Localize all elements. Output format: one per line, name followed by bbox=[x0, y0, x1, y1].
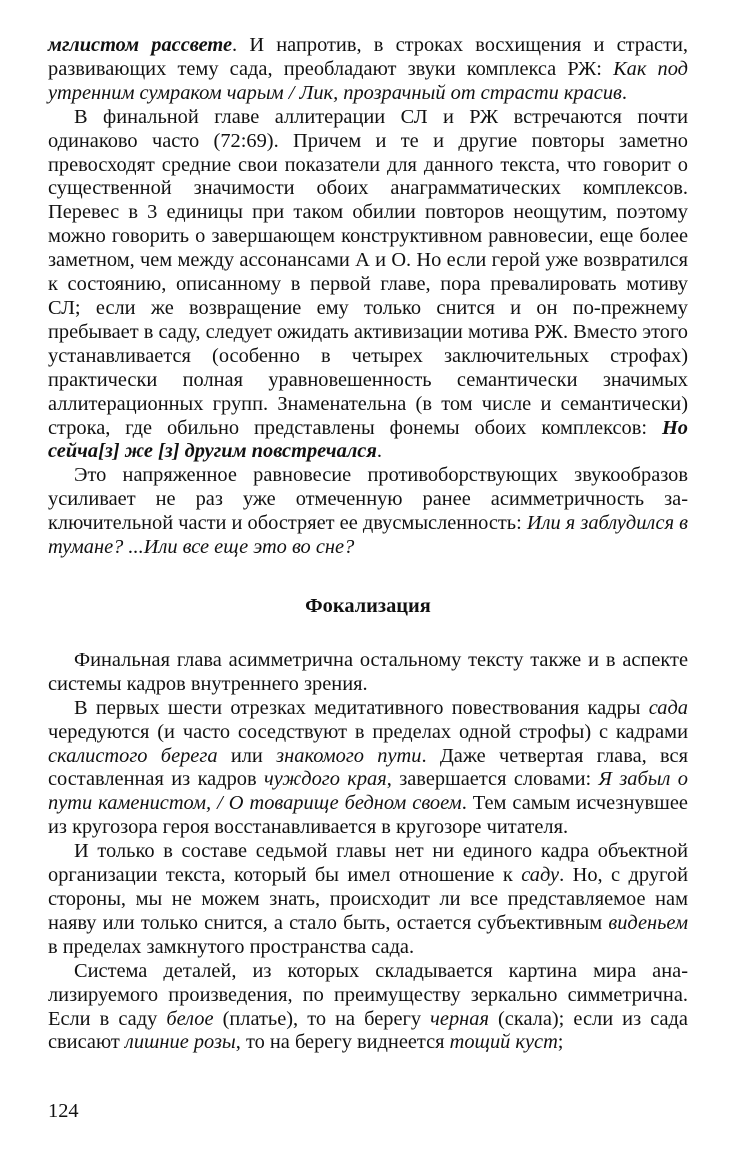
text-run: Финальная глава асимметрична остальному тексту также и в аспекте системы кадров внутреннего зрения. bbox=[48, 648, 688, 695]
paragraph bbox=[48, 106, 688, 465]
text-block-before-heading bbox=[48, 34, 688, 560]
emphasis-text: белое bbox=[166, 1007, 214, 1030]
text-run: . bbox=[376, 440, 382, 463]
page-body bbox=[48, 34, 688, 1055]
text-run: И только в составе седьмой главы нет ни единого кадра объектной организации текста, который бы имел отношение к bbox=[48, 840, 688, 887]
emphasis-text: лишние розы bbox=[124, 1031, 236, 1054]
paragraph bbox=[48, 464, 688, 560]
text-run: Система деталей, из которых складывается картина мира анализируемого произведения, по преимуществу зеркально симметрична. Если в саду bbox=[48, 959, 688, 1030]
emphasis-text: знакомого пути bbox=[276, 744, 422, 767]
emphasis-text: м / Лик, про bbox=[270, 81, 374, 104]
emphasis-text: Я забыл о пути каменистом, / О товарище бедном своем bbox=[48, 768, 689, 815]
emphasis-text: виденьем bbox=[608, 911, 688, 934]
text-run: . bbox=[621, 81, 628, 104]
emphasis-text: ы bbox=[256, 81, 271, 104]
emphasis-text: тощий куст bbox=[449, 1031, 558, 1054]
emphasis-text: Как под утренним сумраком bbox=[48, 57, 688, 104]
emphasis-text: Но сейча[з] же [з] другим повстречался bbox=[48, 416, 688, 463]
section-heading: Фокализация bbox=[305, 594, 431, 617]
text-run: . И напротив, в строках восхищения и страсти, развивающих тему сада, преобладают звуки комплекса РЖ: bbox=[48, 34, 689, 80]
text-run: В финальной главе аллитерации СЛ и РЖ встречаются почти одинаково часто (72:69). Причем и те и другие повторы заметно превосходят средние свои показатели для данного текста, что говорит о существенной значимости обоих анаграмматических комплексов. Перевес в 3 единицы при таком обилии повторов неощутим, поэтому можно говорить о завершающем конструктивном равновесии, еще более заметном, чем между ассонансами А и О. Но если герой уже возвратился к состоянию, описанному в первой главе, пора превалировать мотиву СЛ; если же возвращение ему только снится и он по-прежнему пребывает в саду, следует ожидать активизации мотива РЖ. Вместо этого устанавливается (особенно в четырех заключительных строфах) практически полная уравновешенность семантически значимых аллитерационных групп. Знаменательна (в том числе и семантически) строка, где обильно представлены фонемы обоих комплексов: bbox=[48, 105, 688, 439]
text-run: Это напряженное равновесие противоборствующих звукообразов усиливает не раз уже отмеченную ранее асимметричность заключительной части и обостряет ее двусмысленность: bbox=[48, 464, 688, 535]
paragraph bbox=[48, 649, 688, 697]
emphasis-text: чар bbox=[226, 81, 257, 104]
emphasis-text: ачный от страсти красив bbox=[391, 81, 622, 104]
text-run: . Даже четвертая глава, вся составленная из кадров bbox=[48, 744, 688, 791]
emphasis-text: сада bbox=[648, 696, 688, 719]
text-run: В первых шести отрезках медитативного повествования кадры bbox=[74, 696, 649, 719]
text-run: ; bbox=[557, 1031, 564, 1054]
text-run: чередуются (и часто соседствуют в пределах одной строфы) с кадрами bbox=[48, 720, 688, 743]
emphasis-text: Или я заблудился в тумане? ...Или все еще это во сне? bbox=[48, 512, 689, 559]
text-run: . Но, с другой стороны, мы не можем знать, происходит ли все представляемое нам наяву или только снится, а стало быть, остается субъективным bbox=[48, 864, 688, 934]
text-run: в пределах замкнутого пространства сада. bbox=[48, 935, 415, 958]
page-number: 124 bbox=[48, 1100, 79, 1122]
text-run: (платье), то на берегу bbox=[213, 1007, 431, 1030]
paragraph bbox=[48, 697, 688, 840]
paragraph bbox=[48, 960, 688, 1056]
emphasis-text: скалистого берега bbox=[48, 744, 218, 767]
emphasis-text: черная bbox=[430, 1007, 489, 1030]
text-run: или bbox=[217, 744, 277, 767]
text-block-after-heading bbox=[48, 649, 688, 1055]
text-run: , то на берегу виднеется bbox=[235, 1031, 450, 1054]
text-run: (скала); если из сада свисают bbox=[48, 1007, 688, 1054]
paragraph bbox=[48, 34, 688, 106]
emphasis-text: саду bbox=[521, 864, 560, 887]
emphasis-text: мглистом рассвете bbox=[48, 34, 233, 56]
emphasis-text: зр bbox=[373, 81, 392, 104]
text-run: . Тем самым исчезнувшее из кругозора героя восстанавливается в кругозоре читателя. bbox=[48, 792, 688, 839]
text-run: , завершается словами: bbox=[386, 768, 599, 791]
paragraph bbox=[48, 840, 688, 960]
emphasis-text: чуждого края bbox=[264, 768, 387, 791]
